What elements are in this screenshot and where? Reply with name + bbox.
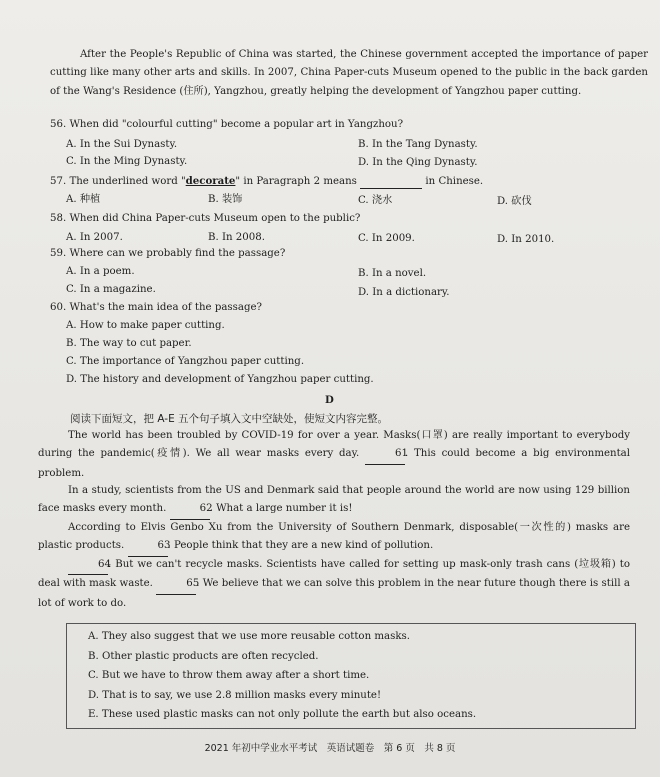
blank-65: 65: [156, 575, 196, 594]
paragraph-text: . What a large number it is!: [209, 503, 353, 515]
question-number: 58.: [50, 213, 67, 224]
option-56-a: A. In the Sui Dynasty.: [66, 139, 178, 150]
blank-64: 64: [68, 556, 108, 575]
sentence-option-d: D. That is to say, we use 2.8 million masks every minute!: [88, 690, 382, 701]
passage-d-paragraph-1: [38, 427, 630, 483]
passage-d-paragraph-3: [38, 519, 630, 557]
section-letter: D: [325, 394, 334, 406]
sentence-option-e: E. These used plastic masks can not only pollute the earth but also oceans.: [88, 709, 477, 720]
passage-d-paragraph-2: [38, 482, 630, 520]
option-57-a: A. 种植: [66, 194, 101, 205]
question-number: 57.: [50, 176, 67, 187]
option-60-c: C. The importance of Yangzhou paper cutting.: [66, 356, 305, 367]
answer-blank: [360, 175, 422, 189]
paragraph-text: . But we can't recycle masks. Scientists have called for setting up mask-only trash cans (垃圾箱) to deal with mask waste.: [38, 559, 630, 590]
section-instruction: 阅读下面短文，把 A-E 五个句子填入文中空缺处，使短文内容完整。: [70, 413, 389, 425]
sentence-option-c: C. But we have to throw them away after a short time.: [88, 670, 370, 681]
question-number: 59.: [50, 248, 67, 259]
passage-c-tail: After the People's Republic of China was started, the Chinese government accepted the importance of paper cutting like many other arts and skills. In 2007, China Paper-cuts Museum opened to the public in the back garden of the Wang's Residence (住所), Yangzhou, greatly helping the development of Yangzhou paper cutting.: [50, 49, 648, 97]
question-60: [50, 301, 262, 314]
question-59: [50, 247, 285, 260]
blank-61: 61: [365, 445, 405, 464]
paragraph-text: The world has been troubled by COVID-19 for over a year. Masks(口罩) are really important to everybody during the pandemic(疫情). We all wear masks every day.: [38, 430, 630, 460]
page-footer: 2021 年初中学业水平考试 英语试题卷 第 6 页 共 8 页: [204, 743, 456, 754]
option-60-b: B. The way to cut paper.: [66, 338, 192, 349]
question-58: [50, 212, 360, 225]
option-60-d: D. The history and development of Yangzhou paper cutting.: [66, 374, 374, 385]
blank-62: 62: [170, 500, 210, 519]
option-57-b: B. 装饰: [208, 194, 243, 205]
question-stem-part: The underlined word ": [69, 176, 186, 187]
option-57-d: D. 砍伐: [497, 196, 532, 207]
question-57: [50, 175, 483, 189]
paragraph-text: According to Elvis Genbo Xu from the University of Southern Denmark, disposable(一次性的) masks are plastic products.: [38, 522, 630, 552]
option-59-d: D. In a dictionary.: [358, 287, 450, 298]
question-number: 60.: [50, 302, 67, 313]
paragraph-text: In a study, scientists from the US and Denmark said that people around the world are now using 129 billion face masks every month.: [38, 485, 630, 515]
option-56-c: C. In the Ming Dynasty.: [66, 156, 188, 167]
blank-63: 63: [128, 537, 168, 556]
question-stem: When did China Paper-cuts Museum open to the public?: [69, 213, 361, 224]
sentence-option-a: A. They also suggest that we use more reusable cotton masks.: [88, 631, 410, 642]
option-59-b: B. In a novel.: [358, 268, 427, 279]
paragraph-text: . This could become a big environmental problem.: [38, 448, 630, 479]
option-58-d: D. In 2010.: [497, 234, 555, 245]
question-stem-part: in Chinese.: [425, 176, 484, 187]
question-stem: What's the main idea of the passage?: [69, 302, 262, 313]
question-stem-part: " in Paragraph 2 means: [235, 176, 357, 187]
question-stem: When did "colourful cutting" become a popular art in Yangzhou?: [69, 119, 404, 130]
question-56: [50, 118, 403, 131]
option-57-c: C. 浇水: [358, 195, 393, 206]
option-59-c: C. In a magazine.: [66, 284, 156, 295]
option-58-b: B. In 2008.: [208, 232, 265, 243]
question-number: 56.: [50, 119, 67, 130]
option-59-a: A. In a poem.: [66, 266, 135, 277]
question-stem: Where can we probably find the passage?: [69, 248, 286, 259]
option-56-b: B. In the Tang Dynasty.: [358, 139, 478, 150]
underlined-word: decorate: [185, 175, 236, 187]
sentence-option-b: B. Other plastic products are often recycled.: [88, 651, 319, 662]
option-56-d: D. In the Qing Dynasty.: [358, 157, 478, 168]
option-58-a: A. In 2007.: [66, 232, 123, 243]
paragraph-text: . People think that they are a new kind of pollution.: [167, 540, 434, 552]
paragraph-text: . We believe that we can solve this problem in the near future though there is still a lot of work to do.: [38, 578, 630, 609]
passage-d-paragraph-4: [38, 556, 630, 613]
option-60-a: A. How to make paper cutting.: [66, 320, 225, 331]
option-58-c: C. In 2009.: [358, 233, 415, 244]
